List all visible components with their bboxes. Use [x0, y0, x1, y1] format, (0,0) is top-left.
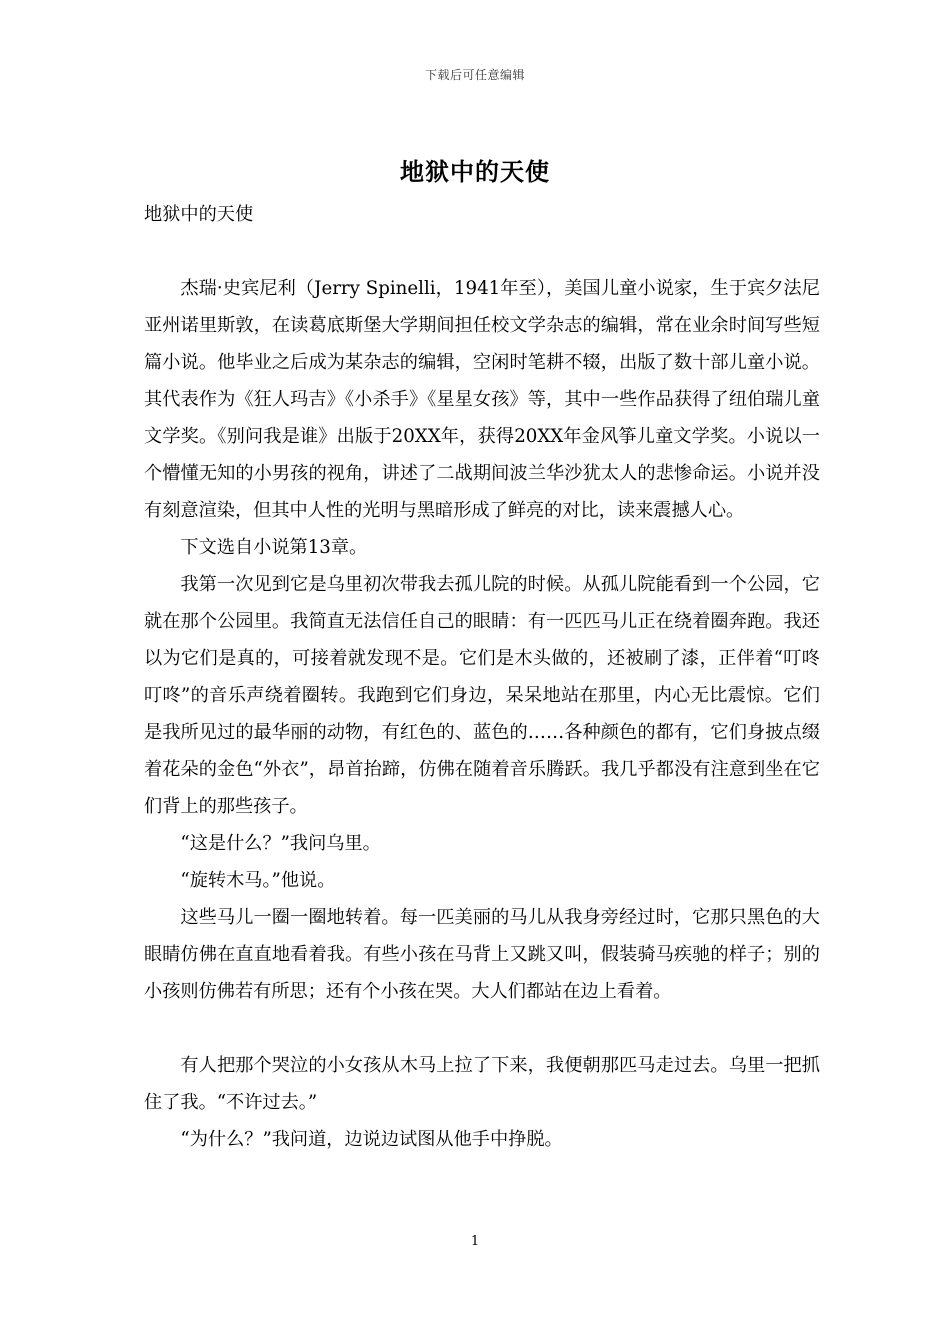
- document-subtitle: 地狱中的天使: [144, 204, 254, 225]
- paragraph-author-intro: 杰瑞·史宾尼利（Jerry Spinelli，1941年至），美国儿童小说家，生于宾夕法尼亚州诺里斯敦，在读葛底斯堡大学期间担任校文学杂志的编辑，常在业余时间写些短篇小说。他毕业之后成为某杂志的编辑，空闲时笔耕不辍，出版了数十部儿童小说。其代表作为《狂人玛吉》《小杀手》《星星女孩》等，其中一些作品获得了纽伯瑞儿童文学奖。《别问我是谁》出版于20XX年，获得20XX年金风筝儿童文学奖。小说以一个懵懂无知的小男孩的视角，讲述了二战期间波兰华沙犹太人的悲惨命运。小说并没有刻意渲染，但其中人性的光明与黑暗形成了鲜亮的对比，读来震撼人心。: [144, 278, 820, 521]
- paragraph-horses-turning: 这些马儿一圈一圈地转着。每一匹美丽的马儿从我身旁经过时，它那只黑色的大眼睛仿佛在直直地看着我。有些小孩在马背上又跳又叫，假装骑马疾驰的样子；别的小孩则仿佛若有所思；还有个小孩在哭。大人们都站在边上看着。: [144, 907, 820, 1002]
- page-number: 1: [470, 1234, 480, 1249]
- blank-line: [144, 233, 820, 270]
- paragraph-why-question: “为什么？”我问道，边说边试图从他手中挣脱。: [180, 1129, 563, 1150]
- paragraph-dialogue-question: “这是什么？”我问乌里。: [180, 833, 381, 854]
- document-body: [144, 196, 820, 1158]
- page-header: 下载后可任意编辑: [424, 68, 525, 82]
- paragraph-excerpt-note: 下文选自小说第13章。: [180, 537, 368, 558]
- document-title: 地狱中的天使: [400, 157, 550, 186]
- paragraph-dialogue-answer: “旋转木马。”他说。: [180, 870, 336, 891]
- paragraph-crying-girl: 有人把那个哭泣的小女孩从木马上拉了下来，我便朝那匹马走过去。乌里一把抓住了我。“不许过去。”: [144, 1055, 820, 1113]
- paragraph-carousel-first-sight: 我第一次见到它是乌里初次带我去孤儿院的时候。从孤儿院能看到一个公园，它就在那个公园里。我简直无法信任自己的眼睛：有一匹匹马儿正在绕着圈奔跑。我还以为它们是真的，可接着就发现不是。它们是木头做的，还被刷了漆，正伴着“叮咚叮咚”的音乐声绕着圈转。我跑到它们身边，呆呆地站在那里，内心无比震惊。它们是我所见过的最华丽的动物，有红色的、蓝色的……各种颜色的都有，它们身披点缀着花朵的金色“外衣”，昂首抬蹄，仿佛在随着音乐腾跃。我几乎都没有注意到坐在它们背上的那些孩子。: [144, 574, 820, 817]
